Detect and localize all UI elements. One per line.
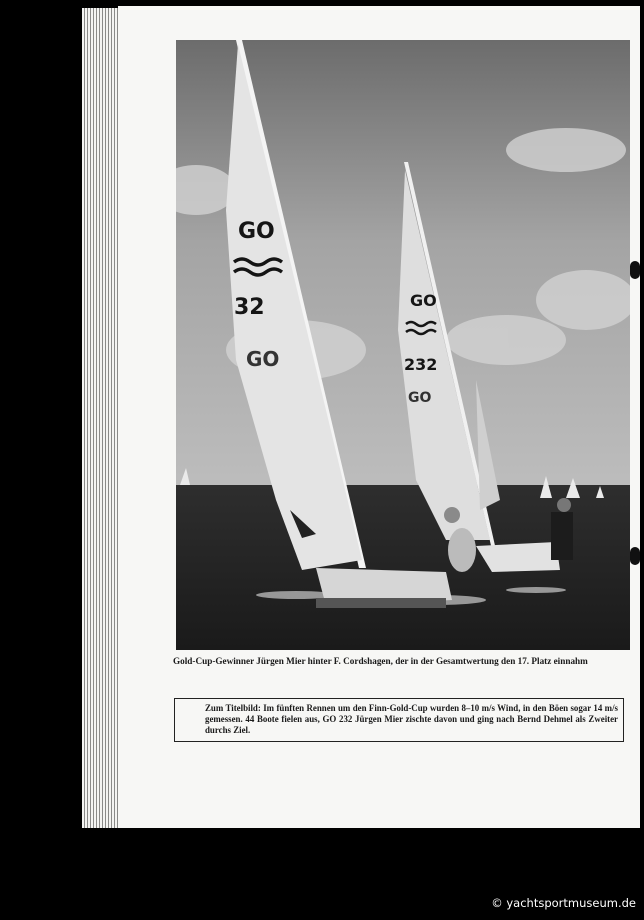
sail-second-line2: 232 — [404, 355, 438, 374]
cover-note-text: Zum Titelbild: Im fünften Rennen um den Finn-Gold-Cup wurden 8–10 m/s Wind, in den Böen sogar 14 m/s gemessen. 44 Boote fielen aus, GO 232 Jürgen Mier zischte davon und ging nach Bernd Dehmel als Zweiter durchs Ziel. — [205, 703, 618, 735]
sail-main-line1: GO — [238, 219, 275, 244]
photo-caption: Gold-Cup-Gewinner Jürgen Mier hinter F. Cordshagen, der in der Gesamtwertung den 17. Platz einnahm — [173, 656, 588, 666]
sailing-photo — [176, 40, 630, 650]
page-stack-edges — [82, 8, 122, 828]
cover-note-box — [174, 698, 624, 742]
sail-main-line3: GO — [246, 347, 280, 371]
binder-hole — [630, 261, 640, 279]
watermark: © yachtsportmuseum.de — [491, 896, 636, 910]
sail-second-line3: GO — [408, 390, 432, 406]
sail-main-line2: 32 — [234, 295, 265, 320]
binder-hole — [630, 547, 640, 565]
sail-second-line1: GO — [410, 291, 437, 310]
